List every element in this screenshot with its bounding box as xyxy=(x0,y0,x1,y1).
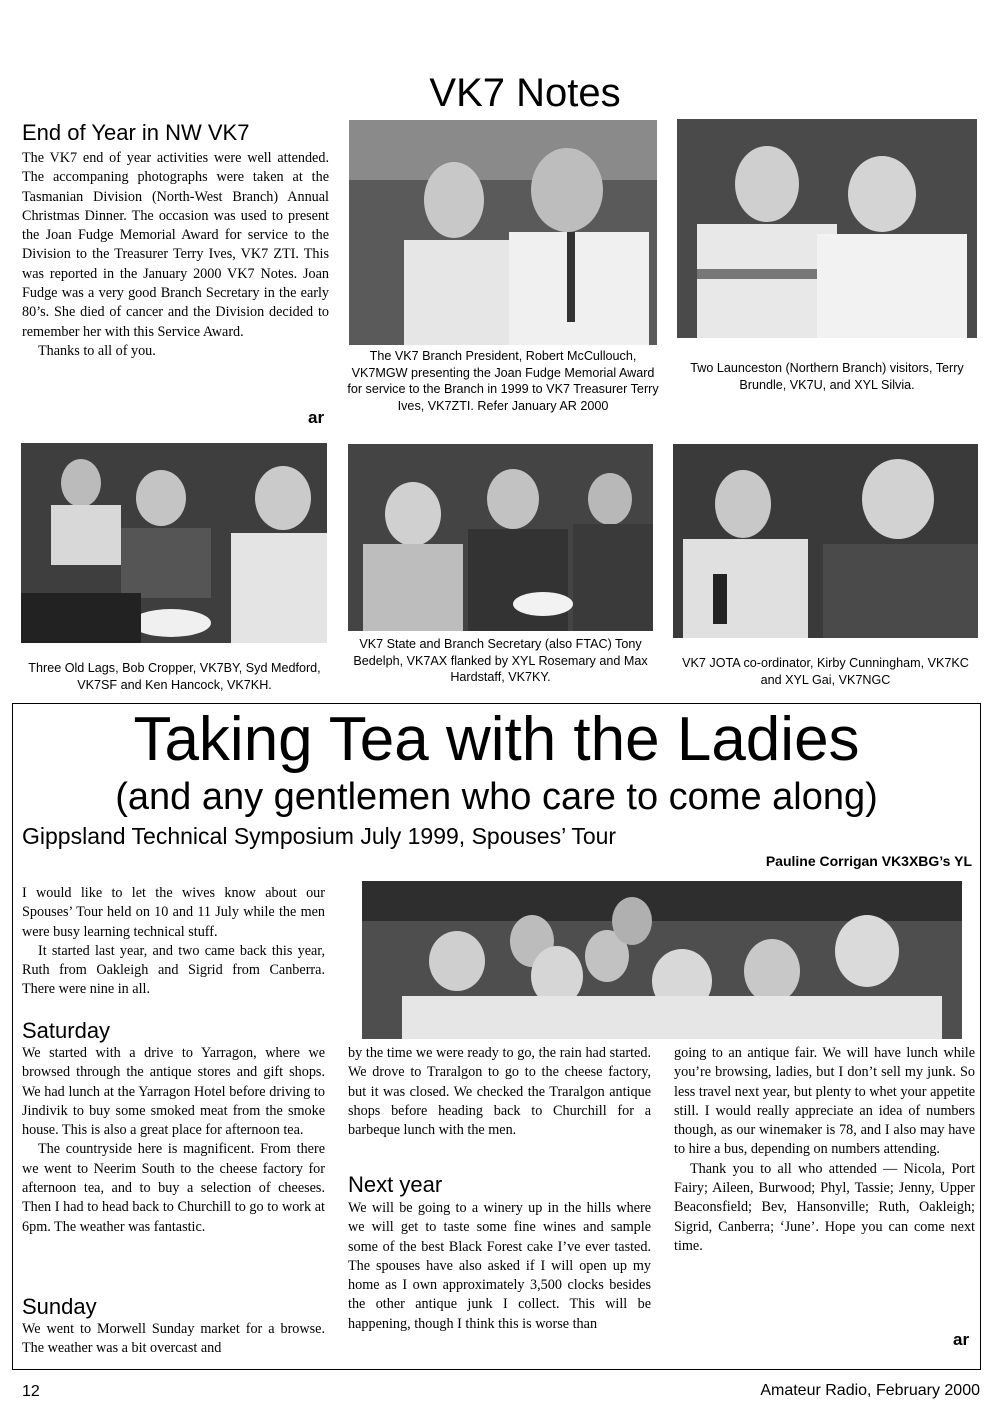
section-title: VK7 Notes xyxy=(405,66,645,120)
article2-subtitle: (and any gentlemen who care to come along) xyxy=(115,776,878,818)
photo-launceston-caption: Two Launceston (Northern Branch) visitors, Terry Brundle, VK7U, and XYL Silvia. xyxy=(690,361,964,392)
article2-intro-paragraph: It started last year, and two came back this year, Ruth from Oakleigh and Sigrid from Canberra. There were nine in all. xyxy=(22,942,325,998)
saturday-heading: Saturday xyxy=(22,1018,111,1043)
photo-award-caption: The VK7 Branch President, Robert McCullouch, VK7MGW presenting the Joan Fudge Memorial Award for service to the Branch in 1999 to VK7 Treasurer Terry Ives, VK7ZTI. Refer January AR 2000 xyxy=(347,349,659,413)
sunday-body: We went to Morwell Sunday market for a browse. The weather was a bit overcast and xyxy=(22,1321,325,1357)
article2-intro xyxy=(22,884,325,1000)
photo-state-secretary-image xyxy=(348,444,653,631)
photo-jota-coordinator xyxy=(673,444,978,638)
end-mark: ar xyxy=(953,1330,970,1349)
photo-old-lags xyxy=(21,443,327,643)
column3-body xyxy=(674,1044,975,1256)
column2-body: by the time we were ready to go, the rain had started. We drove to Traralgon to go to the cheese factory, but it was closed. We checked the Traralgon antique shops before heading back to Churchill for a barbeque lunch with the men. xyxy=(348,1045,651,1139)
sunday-heading: Sunday xyxy=(22,1294,97,1319)
article1-heading: End of Year in NW VK7 xyxy=(22,120,250,145)
photo-state-secretary-caption: VK7 State and Branch Secretary (also FTAC) Tony Bedelph, VK7AX flanked by XYL Rosemary and Max Hardstaff, VK7KY. xyxy=(353,637,648,685)
photo-award-presentation xyxy=(349,120,657,345)
publication-name: Amateur Radio, February 2000 xyxy=(760,1382,980,1399)
photo-jota-coordinator-image xyxy=(673,444,978,638)
article1-paragraph: Thanks to all of you. xyxy=(38,342,156,359)
photo-state-secretary xyxy=(348,444,653,631)
article2-kicker: Gippsland Technical Symposium July 1999, Spouses’ Tour xyxy=(22,823,617,849)
article2-title: Taking Tea with the Ladies xyxy=(133,705,860,774)
photo-spouses-group-image xyxy=(362,881,962,1039)
article2-intro-paragraph: I would like to let the wives know about our Spouses’ Tour held on 10 and 11 July while the men were busy learning technical stuff. xyxy=(22,885,325,940)
next-year-body: We will be going to a winery up in the hills where we will get to taste some fine wines and sample some of the best Black Forest cake I’ve ever tasted. The spouses have also asked if I will open up my home as I own approximately 3,500 clocks besides the other antique junk I collect. This will be happening, though I think this is worse than xyxy=(348,1200,651,1332)
column3-paragraph: going to an antique fair. We will have lunch while you’re browsing, ladies, but I don’t sell my junk. So less travel next year, but plenty to whet your appetite still. I would really appreciate an idea of numbers though, as our winemaker is 78, and I also may have to hire a bus, depending on numbers attending. xyxy=(674,1045,975,1158)
saturday-paragraph: The countryside here is magnificent. From there we went to Neerim South to the cheese factory for afternoon tea, and to buy a selection of cheeses. Then I had to head back to Churchill to go to work at 6pm. The weather was fantastic. xyxy=(22,1141,325,1235)
article1-body xyxy=(22,149,329,361)
photo-launceston-visitors xyxy=(677,119,977,338)
page-number: 12 xyxy=(22,1383,40,1400)
article2-byline: Pauline Corrigan VK3XBG’s YL xyxy=(765,853,972,869)
column3-paragraph: Thank you to all who attended — Nicola, Port Fairy; Aileen, Burwood; Phyl, Tassie; Jenny, Upper Beaconsfield; Bev, Hansonville; Ruth, Oakleigh; Sigrid, Canberra; ‘June’. Hope you can come next time. xyxy=(674,1160,975,1254)
photo-jota-caption: VK7 JOTA co-ordinator, Kirby Cunningham, VK7KC and XYL Gai, VK7NGC xyxy=(682,656,969,687)
saturday-paragraph: We started with a drive to Yarragon, where we browsed through the antique stores and gift shops. We had lunch at the Yarragon Hotel before driving to Jindivik to buy some smoked meat from the smoke house. This is also a great place for afternoon tea. xyxy=(22,1045,325,1139)
end-mark: ar xyxy=(308,408,325,427)
photo-launceston-visitors-image xyxy=(677,119,977,338)
photo-old-lags-image xyxy=(21,443,327,643)
article1-paragraph: The VK7 end of year activities were well attended. The accompaning photographs were taken at the Tasmanian Division (North-West Branch) Annual Christmas Dinner. The occasion was used to present the Joan Fudge Memorial Award for service to the Division to the Treasurer Terry Ives, VK7 ZTI. This was reported in the January 2000 VK7 Notes. Joan Fudge was a very good Branch Secretary in the early 80’s. She died of cancer and the Division decided to remember her with this Service Award. xyxy=(22,150,329,340)
photo-award-presentation-image xyxy=(349,120,657,345)
next-year-heading: Next year xyxy=(348,1172,443,1197)
photo-spouses-group xyxy=(362,881,962,1039)
saturday-body xyxy=(22,1044,325,1237)
photo-old-lags-caption: Three Old Lags, Bob Cropper, VK7BY, Syd Medford, VK7SF and Ken Hancock, VK7KH. xyxy=(28,661,321,692)
